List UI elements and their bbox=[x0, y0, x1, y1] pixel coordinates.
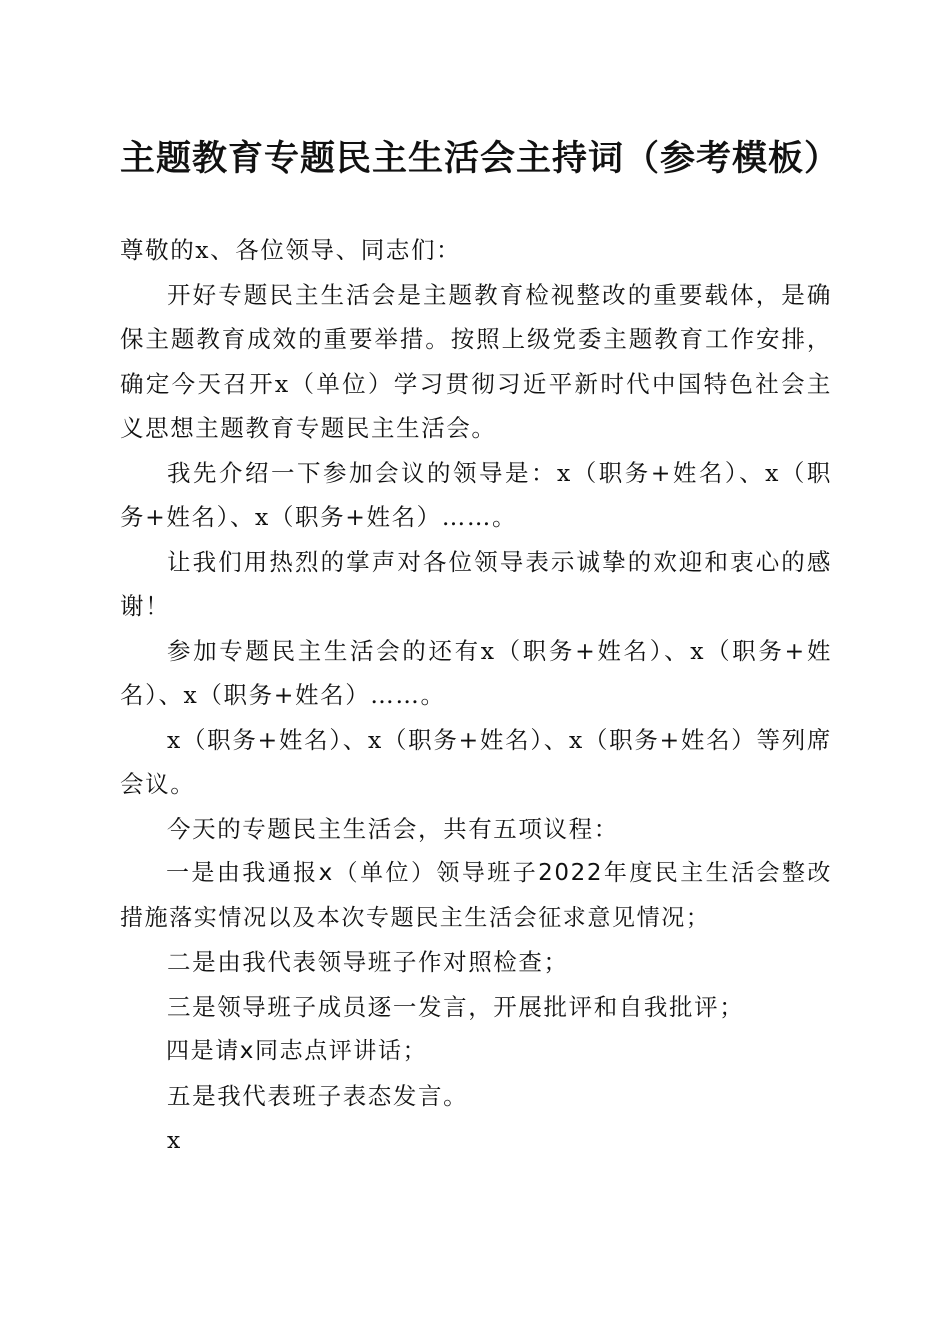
agenda-item-4: 四是请x同志点评讲话； bbox=[166, 1038, 428, 1064]
closing-placeholder: x bbox=[167, 1126, 182, 1154]
agenda-item-2: 二是由我代表领导班子作对照检查； bbox=[167, 948, 569, 976]
agenda-item-3: 三是领导班子成员逐一发言，开展批评和自我批评； bbox=[167, 992, 745, 1021]
agenda-item-1: 一是由我通报x（单位）领导班子2022年度民主生活会整改措施落实情况以及本次专题民主生活会征求意见情况； bbox=[120, 860, 832, 931]
paragraph-observers: x（职务+姓名）、x（职务+姓名）、x（职务+姓名）等列席会议。 bbox=[120, 725, 832, 798]
document-title: 主题教育专题民主生活会主持词（参考模板） bbox=[120, 138, 841, 179]
paragraph-participants: 参加专题民主生活会的还有x（职务+姓名）、x（职务+姓名）、x（职务+姓名）……。 bbox=[120, 636, 832, 709]
agenda-list bbox=[120, 851, 832, 1118]
agenda-item-5: 五是我代表班子表态发言。 bbox=[167, 1081, 469, 1110]
paragraph-agenda-intro: 今天的专题民主生活会，共有五项议程： bbox=[167, 814, 619, 843]
salutation: 尊敬的x、各位领导、同志们： bbox=[120, 236, 462, 264]
document-body bbox=[120, 228, 832, 1163]
paragraph-welcome: 让我们用热烈的掌声对各位领导表示诚挚的欢迎和衷心的感谢！ bbox=[120, 547, 832, 620]
paragraph-purpose: 开好专题民主生活会是主题教育检视整改的重要载体，是确保主题教育成效的重要举措。按照上级党委主题教育工作安排，确定今天召开x（单位）学习贯彻习近平新时代中国特色社会主义思想主题教育专题民主生活会。 bbox=[120, 280, 832, 442]
paragraph-leaders: 我先介绍一下参加会议的领导是：x（职务+姓名）、x（职务+姓名）、x（职务+姓名）……。 bbox=[120, 458, 832, 531]
